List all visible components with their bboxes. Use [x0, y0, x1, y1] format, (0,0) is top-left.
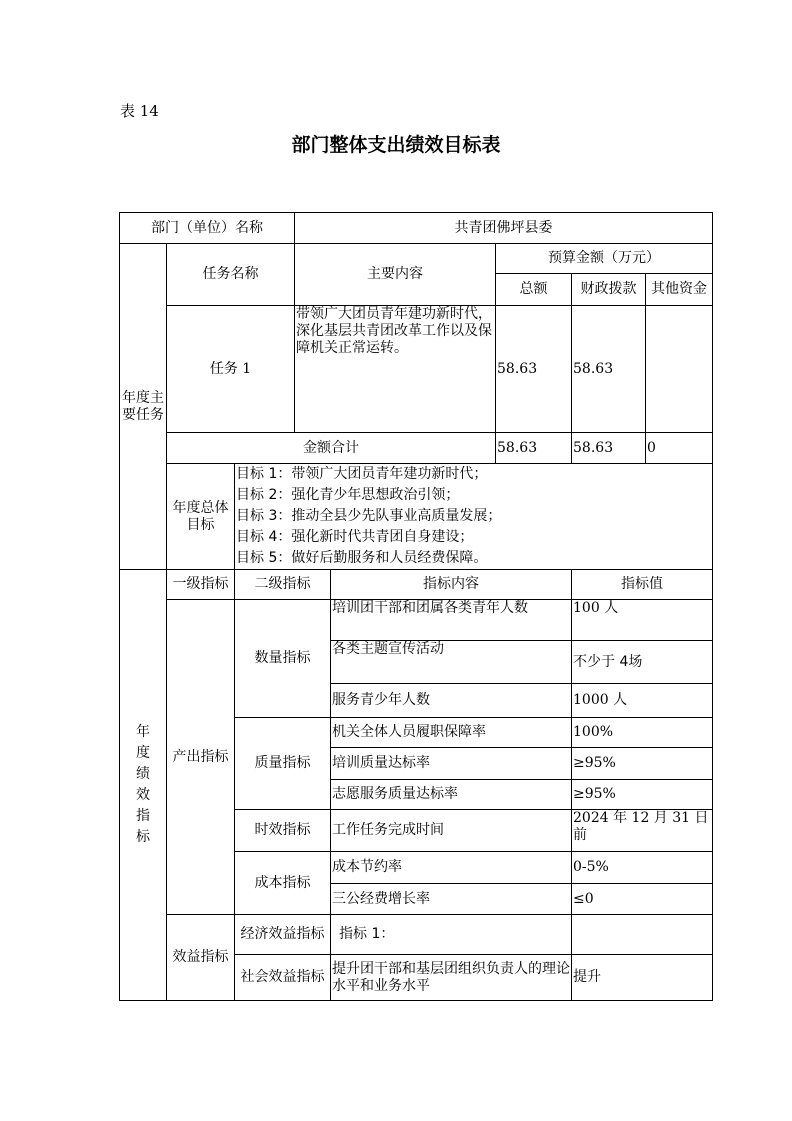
annual-goals-list	[235, 464, 713, 570]
budget-header: 预算金额（万元）	[496, 244, 713, 274]
quality-indicator-label: 质量指标	[235, 718, 331, 810]
budget-other-header: 其他资金	[646, 274, 713, 306]
timeliness-indicator-label: 时效指标	[235, 810, 331, 852]
economic-benefit-label: 经济效益指标	[235, 915, 331, 955]
performance-indicators-label: 年度绩效指标	[120, 570, 167, 1001]
indicator-content: 机关全体人员履职保障率	[331, 718, 572, 748]
indicator-value: 2024 年 12 月 31 日前	[572, 810, 713, 852]
indicator-content: 指标 1：	[331, 915, 572, 955]
table-number-label: 表 14	[120, 102, 159, 120]
annual-tasks-label: 年度主要任务	[120, 244, 167, 570]
task-1-fiscal: 58.63	[572, 306, 646, 433]
indicator-content: 工作任务完成时间	[331, 810, 572, 852]
sum-fiscal: 58.63	[572, 433, 646, 464]
indicator-value: ≤0	[572, 884, 713, 915]
indicator-content: 培训质量达标率	[331, 748, 572, 780]
budget-total-header: 总额	[496, 274, 572, 306]
level1-header: 一级指标	[167, 570, 235, 600]
indicator-value: 100%	[572, 718, 713, 748]
task-1-content: 带领广大团员青年建功新时代，深化基层共青团改革工作以及保障机关正常运转。	[295, 306, 496, 433]
indicator-value: 0-5%	[572, 852, 713, 884]
indicator-content: 成本节约率	[331, 852, 572, 884]
task-1-other	[646, 306, 713, 433]
benefit-indicator-label: 效益指标	[167, 915, 235, 1001]
goal-item: 目标 5：做好后勤服务和人员经费保障。	[236, 550, 488, 566]
task-content-header: 主要内容	[295, 244, 496, 306]
indicator-value: 100 人	[572, 600, 713, 641]
indicator-content: 提升团干部和基层团组织负责人的理论水平和业务水平	[331, 955, 572, 1001]
cost-indicator-label: 成本指标	[235, 852, 331, 915]
indicator-content: 各类主题宣传活动	[331, 641, 572, 684]
goal-item: 目标 4：强化新时代共青团自身建设；	[236, 529, 474, 545]
task-1-total: 58.63	[496, 306, 572, 433]
document-title: 部门整体支出绩效目标表	[291, 134, 501, 156]
task-1-name: 任务 1	[167, 306, 295, 433]
sum-label: 金额合计	[167, 433, 496, 464]
indicator-value: 1000 人	[572, 684, 713, 718]
indicator-content-header: 指标内容	[331, 570, 572, 600]
indicator-content: 服务青少年人数	[331, 684, 572, 718]
dept-name-value: 共青团佛坪县委	[295, 213, 713, 244]
dept-name-label: 部门（单位）名称	[120, 213, 295, 244]
goal-item: 目标 3：推动全县少先队事业高质量发展；	[236, 508, 502, 524]
social-benefit-label: 社会效益指标	[235, 955, 331, 1001]
sum-other: 0	[646, 433, 713, 464]
indicator-value: 不少于 4场	[572, 641, 713, 684]
indicator-value-header: 指标值	[572, 570, 713, 600]
sum-total: 58.63	[496, 433, 572, 464]
indicator-value: ≥95%	[572, 780, 713, 810]
task-name-header: 任务名称	[167, 244, 295, 306]
budget-fiscal-header: 财政拨款	[572, 274, 646, 306]
annual-goals-label: 年度总体目标	[167, 464, 235, 570]
indicator-value: 提升	[572, 955, 713, 1001]
level2-header: 二级指标	[235, 570, 331, 600]
goal-item: 目标 1：带领广大团员青年建功新时代；	[236, 466, 488, 482]
indicator-content: 志愿服务质量达标率	[331, 780, 572, 810]
quantity-indicator-label: 数量指标	[235, 600, 331, 718]
output-indicator-label: 产出指标	[167, 600, 235, 915]
indicator-value	[572, 915, 713, 955]
goal-item: 目标 2：强化青少年思想政治引领；	[236, 487, 460, 503]
indicator-content: 三公经费增长率	[331, 884, 572, 915]
indicator-value: ≥95%	[572, 748, 713, 780]
performance-target-table	[119, 212, 713, 1001]
indicator-content: 培训团干部和团属各类青年人数	[331, 600, 572, 641]
